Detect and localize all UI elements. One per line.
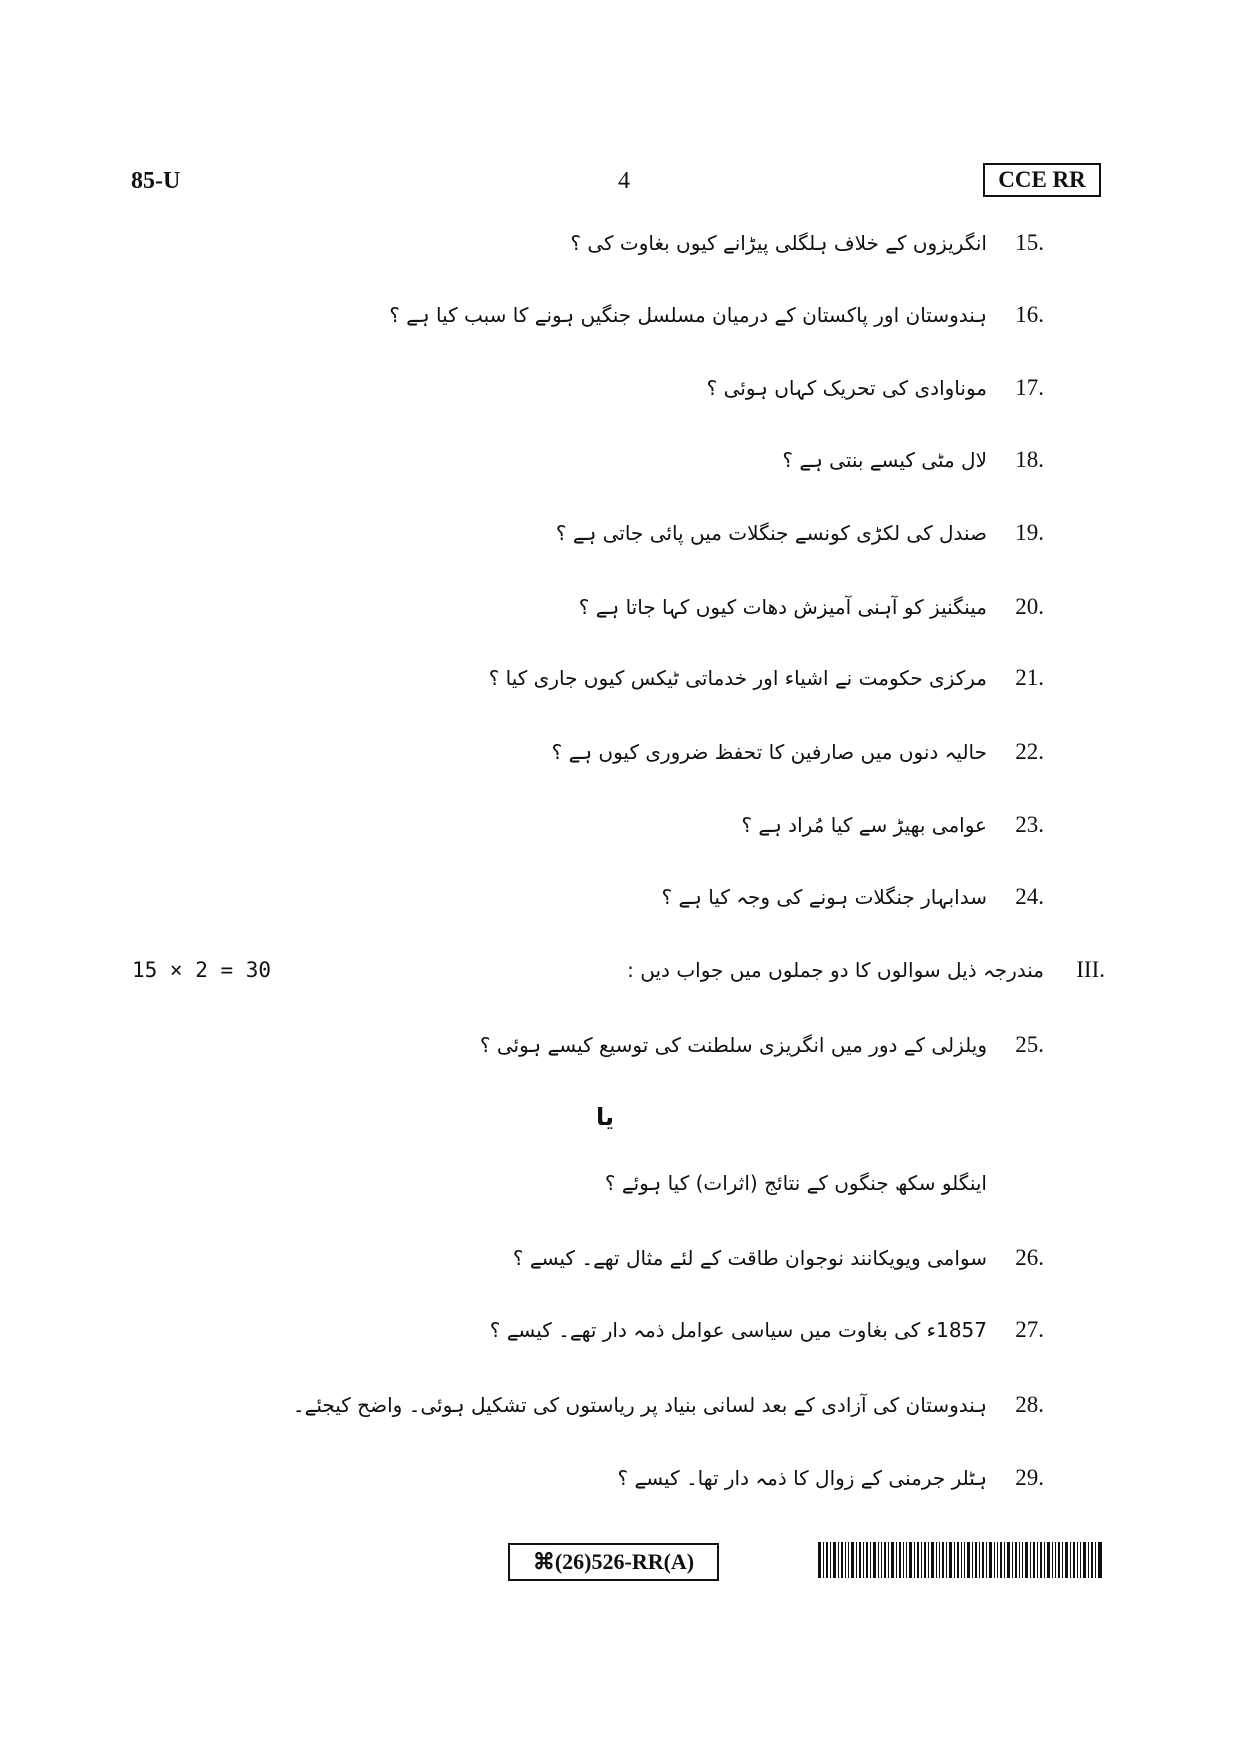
question-text: عوامی بھیڑ سے کیا مُراد ہے ؟ — [741, 813, 987, 837]
question-number: 18. — [1015, 447, 1044, 472]
question-number: 22. — [1015, 739, 1044, 764]
question-25 — [0, 1030, 1240, 1060]
question-21 — [0, 663, 1240, 693]
page-number: 4 — [618, 168, 630, 194]
or-label: یا — [596, 1103, 615, 1131]
question-text: مینگنیز کو آہنی آمیزش دھات کیوں کہا جاتا ہے ؟ — [578, 595, 987, 619]
question-number: 27. — [1015, 1317, 1044, 1342]
question-text: ویلزلی کے دور میں انگریزی سلطنت کی توسیع کیسے ہوئی ؟ — [479, 1033, 987, 1057]
question-text: سوامی ویویکانند نوجوان طاقت کے لئے مثال تھے۔ کیسے ؟ — [512, 1246, 987, 1270]
question-text: 1857ء کی بغاوت میں سیاسی عوامل ذمہ دار تھے۔ کیسے ؟ — [489, 1318, 987, 1342]
question-number: 25. — [1015, 1032, 1044, 1057]
question-text: ہندوستان کی آزادی کے بعد لسانی بنیاد پر ریاستوں کی تشکیل ہوئی۔ واضح کیجئے۔ — [292, 1393, 987, 1417]
question-number: 28. — [1015, 1392, 1044, 1417]
question-number: 17. — [1015, 375, 1044, 400]
question-23 — [0, 810, 1240, 840]
question-24 — [0, 882, 1240, 912]
question-text: مرکزی حکومت نے اشیاء اور خدماتی ٹیکس کیوں جاری کیا ؟ — [488, 666, 987, 690]
question-text: سدابہار جنگلات ہونے کی وجہ کیا ہے ؟ — [661, 885, 987, 909]
section-instruction: مندرجہ ذیل سوالوں کا دو جملوں میں جواب دیں : — [627, 958, 1044, 982]
question-27 — [0, 1315, 1240, 1345]
question-number: 29. — [1015, 1465, 1044, 1490]
question-number: 23. — [1015, 812, 1044, 837]
question-text: ہندوستان اور پاکستان کے درمیان مسلسل جنگیں ہونے کا سبب کیا ہے ؟ — [389, 303, 987, 327]
question-text: لال مٹی کیسے بنتی ہے ؟ — [782, 448, 987, 472]
exam-type-box: CCE RR — [983, 163, 1101, 197]
question-number: 24. — [1015, 884, 1044, 909]
question-text: صندل کی لکڑی کونسے جنگلات میں پائی جاتی ہے ؟ — [555, 521, 987, 545]
question-28 — [0, 1390, 1240, 1420]
question-text: انگریزوں کے خلاف ہلگلی پیڑانے کیوں بغاوت کی ؟ — [570, 231, 987, 255]
question-19 — [0, 518, 1240, 548]
question-number: 19. — [1015, 520, 1044, 545]
question-text: موناوادی کی تحریک کہاں ہوئی ؟ — [706, 376, 987, 400]
question-20 — [0, 592, 1240, 622]
question-16 — [0, 300, 1240, 330]
question-17 — [0, 373, 1240, 403]
question-18 — [0, 445, 1240, 475]
question-number: 21. — [1015, 665, 1044, 690]
question-number: 20. — [1015, 594, 1044, 619]
booklet-code: ⌘(26)526-RR(A) — [508, 1543, 719, 1581]
question-text: حالیہ دنوں میں صارفین کا تحفظ ضروری کیوں ہے ؟ — [551, 740, 987, 764]
barcode — [818, 1542, 1102, 1578]
question-25-alternative: اینگلو سکھ جنگوں کے نتائج (اثرات) کیا ہوئے ؟ — [604, 1171, 987, 1195]
question-number: 26. — [1015, 1245, 1044, 1270]
question-number: 16. — [1015, 302, 1044, 327]
question-26 — [0, 1243, 1240, 1273]
question-15 — [0, 228, 1240, 258]
question-29 — [0, 1463, 1240, 1493]
question-number: 15. — [1015, 230, 1044, 255]
paper-code: 85-U — [131, 168, 181, 194]
section-number: III. — [1076, 957, 1105, 982]
question-22 — [0, 737, 1240, 767]
section-marks: 15 × 2 = 30 — [132, 958, 272, 982]
question-text: ہٹلر جرمنی کے زوال کا ذمہ دار تھا۔ کیسے ؟ — [617, 1466, 987, 1490]
